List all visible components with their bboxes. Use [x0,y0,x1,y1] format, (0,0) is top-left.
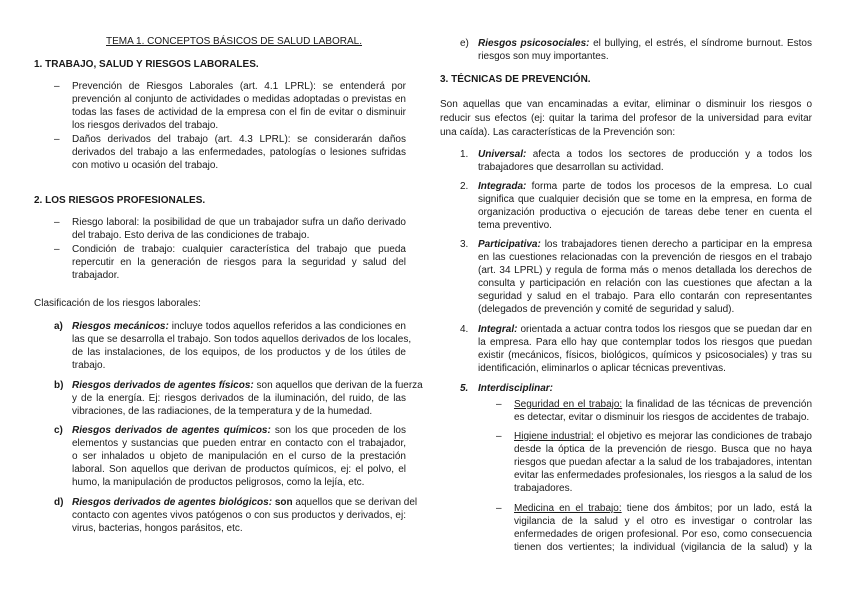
subitem-line: trabajadores. [514,483,573,494]
dash-marker: – [496,503,502,514]
subitem-description: la finalidad de las técnicas de prevención [622,399,813,410]
definition-line: Riesgo laboral: la posibilidad de que un trabajador sufra un daño derivado [72,217,406,228]
definition-line: repercutir en la generación de riesgos para la seguridad y salud del [72,257,406,268]
section-3-heading: 3. TÉCNICAS DE PREVENCIÓN. [440,74,591,85]
feature-description: orientada a actuar contra todos los riesgos que se puedan dar en [517,324,812,335]
feature-line: identificación, eliminarlos o aplicar técnicas preventivas. [478,363,726,374]
intro-line: reducir sus efectos (ej: quitar la tarima del profesor de la universidad para evitar [440,113,812,124]
risk-description: aquellos que se derivan del [292,497,418,508]
definition-line: Condición de trabajo: cualquier característica del trabajo que pueda [72,244,406,255]
feature-marker: 1. [460,149,469,160]
feature-line: consulta y participación en relación con las cuestiones que afectan a la [478,278,812,289]
subitem-term: Higiene industrial: [514,431,594,442]
risk-line [478,37,812,50]
feature-term: Participativa: [478,239,541,250]
subitem-line [514,502,812,515]
term-extra: son [272,497,293,508]
feature-line [478,382,812,395]
feature-line [478,323,812,336]
item-marker: a) [54,321,63,332]
definition-line: los riesgos derivados del trabajo. [72,120,219,131]
subitem-line: desde la óptica de la prevención de riesgo. Busca que no haya [514,444,812,455]
feature-marker: 3. [460,239,469,250]
risk-line: trabajo. [72,360,106,371]
feature-line: (delegados de prevención y comité de seguridad y salud). [478,304,735,315]
risk-term: Riesgos derivados de agentes químicos: [72,425,271,436]
risk-term: Riesgos psicosociales: [478,38,590,49]
classification-intro: Clasificación de los riesgos laborales: [34,298,201,309]
risk-line: contacto con agentes vivos patógenos o con sus productos y derivados, ej: [72,510,406,521]
risk-line: o ser inhalados u objeto de manipulación en el curso de la prestación [72,451,406,462]
subitem-description: el objetivo es mejorar las condiciones de trabajo [593,431,812,442]
item-marker: d) [54,497,64,508]
subitem-line: tienen dos vertientes; la individual (vigilancia de la salud) y la [514,542,812,553]
risk-description: son aquellos que derivan de la fuerza [253,380,423,391]
subitem-line: vigilancia de la salud y el otro es investigar o controlar las [514,516,812,527]
subitem-description: tiene dos ámbitos; por un lado, está la [621,503,812,514]
feature-line: significa que cualquier decisión que se tome en la empresa, en forma de [478,194,812,205]
risk-term: Riesgos derivados de agentes biológicos: [72,497,273,508]
dash-marker: – [54,244,60,255]
risk-description: incluye todos aquellos referidos a las condiciones en [168,321,406,332]
section-2-heading: 2. LOS RIESGOS PROFESIONALES. [34,195,206,206]
dash-marker: – [54,81,60,92]
risk-line [72,496,418,509]
subitem-line: es detectar, evitar o disminuir los riesgos de accidentes de trabajo. [514,412,810,423]
feature-line: (art. 34 LPRL) y regula de forma más o menos detallada los derechos de [478,265,812,276]
risk-line: humo, la manipulación de productos peligrosos, como la lejía, etc. [72,477,365,488]
item-marker: b) [54,380,64,391]
feature-line: organización productiva o ejecución de tareas debe tener en cuenta el [478,207,812,218]
feature-term: Integrada: [478,181,527,192]
risk-line: laboral. Son aquellos que derivan de productos químicos, ej: el polvo, el [72,464,406,475]
definition-line: con motivo u ocasión del trabajo. [72,160,219,171]
feature-term: Integral: [478,324,518,335]
feature-marker: 4. [460,324,469,335]
subitem-line: enfermedades de origen profesional. Por eso, como consecuencia [514,529,812,540]
feature-marker: 5. [460,383,469,394]
risk-term: Riesgos derivados de agentes físicos: [72,380,254,391]
feature-line: trabajadores que desarrollan su actividad. [478,162,664,173]
definition-line: Daños derivados del trabajo (art. 4.3 LPRL): se considerarán daños [72,134,406,145]
dash-marker: – [496,399,502,410]
definition-line: todas las fases de actividad de la empresa con el fin de evitar o disminuir [72,107,406,118]
definition-line: derivados del trabajo a las enfermedades, patologías o lesiones sufridas [72,147,406,158]
feature-description: forma parte de todos los procesos de la empresa. Lo cual [526,181,812,192]
intro-line: Son aquellas que van encaminadas a evitar, eliminar o disminuir los riesgos o [440,99,812,110]
feature-line [478,180,812,193]
definition-line: Prevención de Riesgos Laborales (art. 4.1 LPRL): se entenderá por [72,81,406,92]
item-marker: c) [54,425,63,436]
subitem-line: riesgos que puedan afectar a la salud de los trabajadores, intentan [514,457,812,468]
document-title: TEMA 1. CONCEPTOS BÁSICOS DE SALUD LABORAL. [106,36,363,47]
subitem-line [514,398,812,411]
feature-line: en las cuestiones relacionadas con la prevención de riesgos en el trabajo [478,252,812,263]
dash-marker: – [496,431,502,442]
subitem-term: Medicina en el trabajo: [514,503,622,514]
risk-line: virus, bacterias, hongos parásitos, etc. [72,523,243,534]
risk-term: Riesgos mecánicos: [72,321,169,332]
item-marker: e) [460,38,469,49]
feature-description: afecta a todos los sectores de producción y a todos los [526,149,812,160]
feature-line: seguridad y salud en el trabajo. Para ello contarán con representantes [478,291,812,302]
risk-line: elementos y sustancias que pueden entrar en contacto con el trabajador, [72,438,406,449]
feature-description: los trabajadores tienen derecho a participar en la empresa [540,239,812,250]
feature-line: tema preventivo. [478,220,552,231]
feature-line [478,238,812,251]
feature-line: existir (mecánicos, físicos, biológicos, químicos y psicosociales) y tras su [478,350,812,361]
subitem-line: evitar las enfermedades profesionales, los riesgos a la salud de los [514,470,812,481]
dash-marker: – [54,217,60,228]
section-1-heading: 1. TRABAJO, SALUD Y RIESGOS LABORALES. [34,59,259,70]
risk-line [72,320,406,333]
definition-line: del trabajo. Esto deriva de las condiciones de trabajo. [72,230,310,241]
definition-line: trabajador. [72,270,120,281]
risk-line [72,424,406,437]
risk-description: son los que proceden de los [270,425,406,436]
risk-line: vibraciones, de las radiaciones, de la temperatura y de la humedad. [72,406,373,417]
subitem-term: Seguridad en el trabajo: [514,399,623,410]
risk-line: y de la energía. Ej: riesgos derivados de la iluminación, del ruido, de las [72,393,406,404]
definition-line: prevención al conjunto de actividades o medidas adoptadas o previstas en [72,94,406,105]
feature-line: la empresa. Para ello hay que contemplar todos los riesgos que puedan [478,337,812,348]
feature-term: Universal: [478,149,527,160]
feature-line [478,148,812,161]
subitem-line [514,430,812,443]
feature-marker: 2. [460,181,469,192]
intro-line: una caída). Las características de la Prevención son: [440,127,676,138]
risk-line: de las instalaciones, de los equipos, de los productos y de los útiles de [72,347,406,358]
risk-line: riesgos son muy importantes. [478,51,609,62]
risk-description: el bullying, el estrés, el síndrome burnout. Estos [589,38,812,49]
dash-marker: – [54,134,60,145]
feature-term: Interdisciplinar: [478,383,554,394]
risk-line: las que se desarrolla el trabajo. Son todos aquellos derivados de los locales, [72,334,412,345]
risk-line [72,379,423,392]
